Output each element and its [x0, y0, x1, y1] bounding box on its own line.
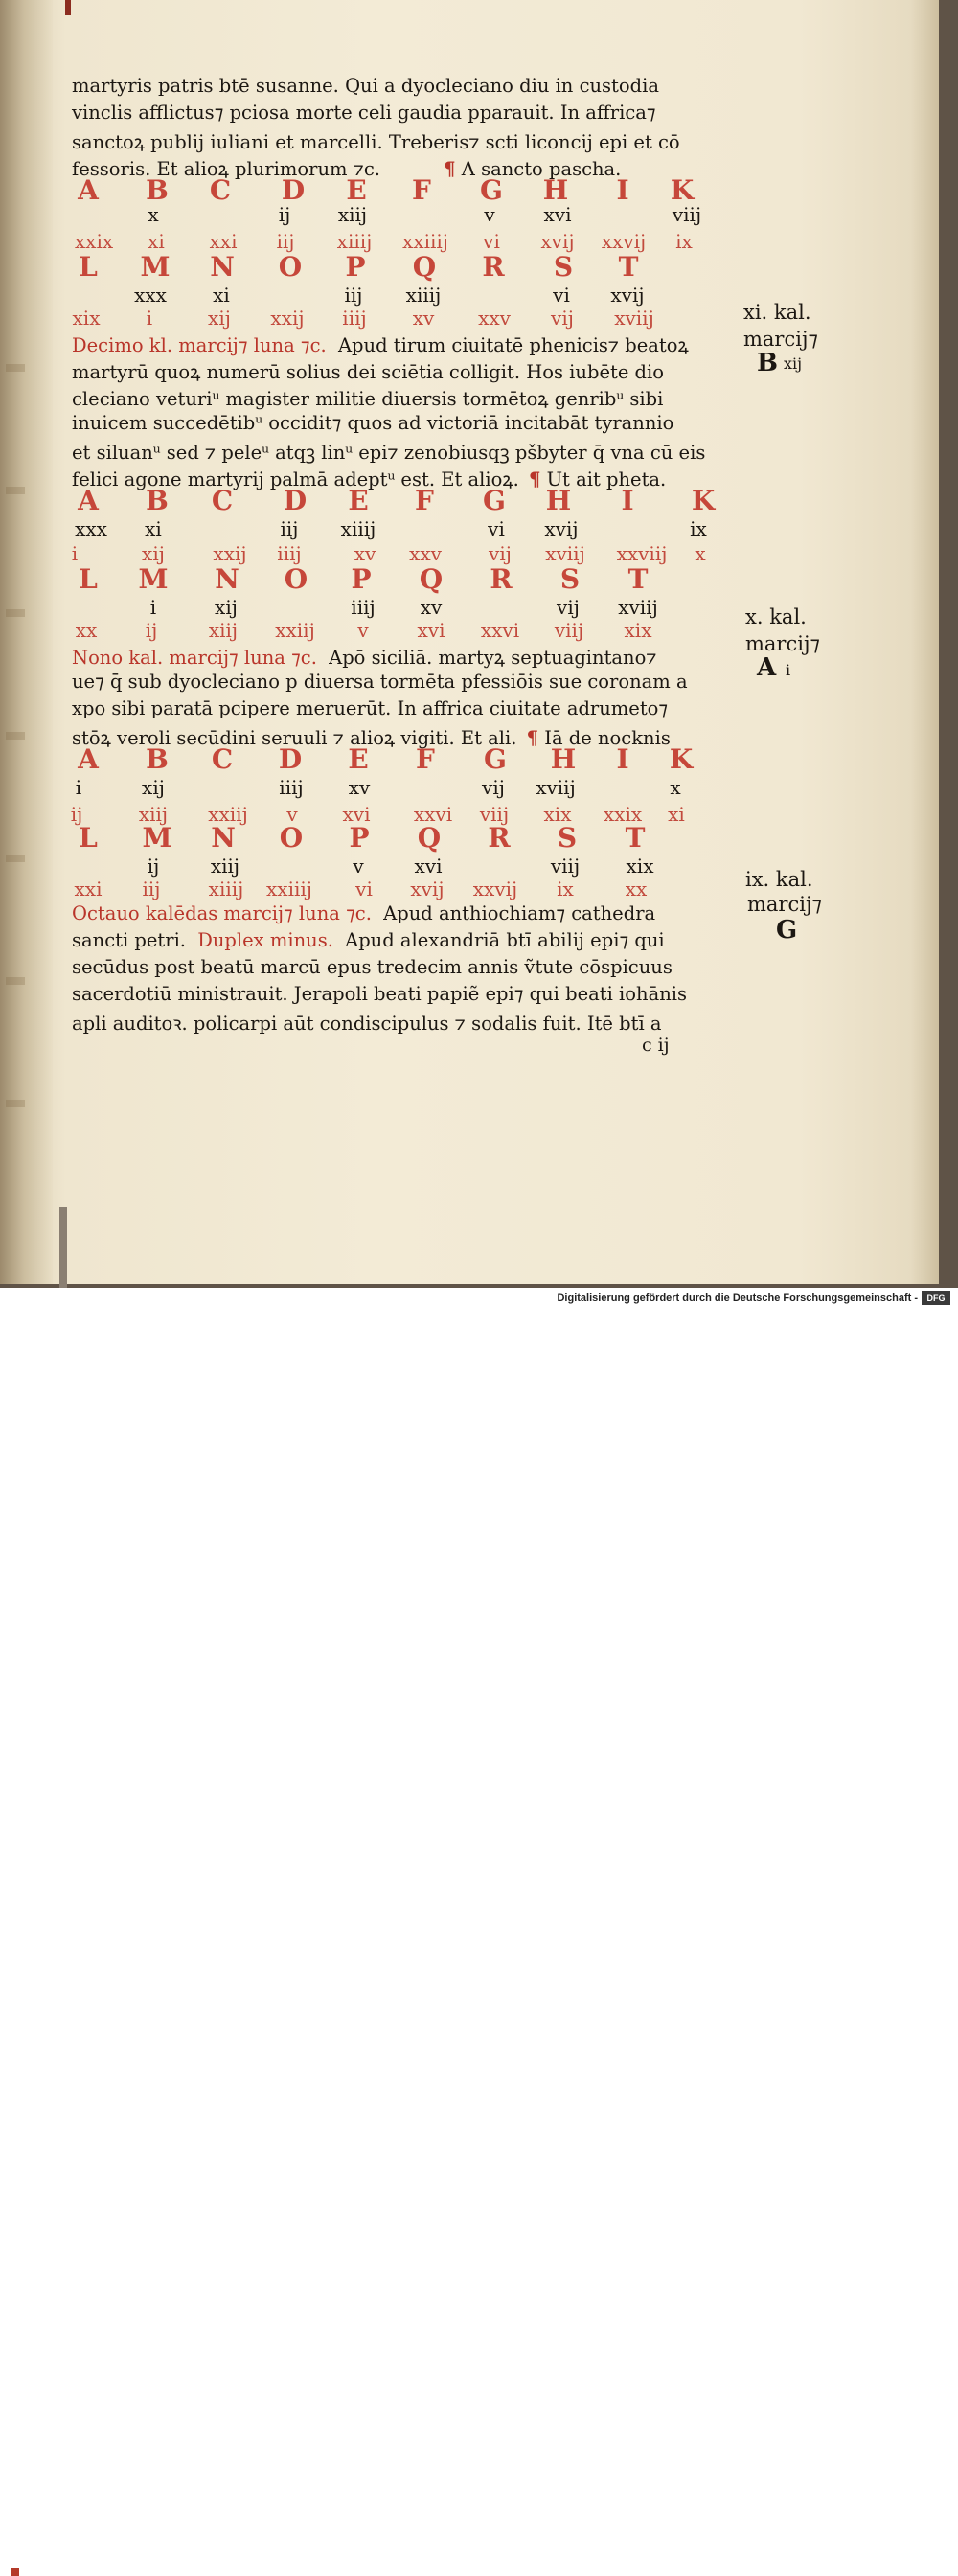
calendar-letter: N — [210, 251, 235, 283]
calendar-letter: E — [348, 743, 369, 775]
calendar-number: vij — [489, 542, 512, 565]
calendar-letter: C — [209, 174, 232, 206]
calendar-number: ij — [70, 803, 83, 826]
calendar-number: xxx — [75, 517, 107, 540]
rubric-heading: Octauo kalēdas marcij⁊ luna ⁊c. — [72, 902, 372, 924]
calendar-letter: F — [415, 485, 434, 516]
margin-golden-number: i — [786, 661, 791, 679]
calendar-number: iiij — [351, 596, 376, 619]
text-line: apli auditoꝛ. policarpi aūt condiscipulus ⁊ sodalis fuit. Itē btī a — [72, 1013, 662, 1035]
calendar-letter: T — [625, 822, 646, 854]
calendar-number: xvi — [543, 203, 572, 226]
calendar-letter: Q — [417, 822, 442, 854]
signature-mark: c ij — [642, 1035, 670, 1056]
text-fragment: A sancto pascha. — [461, 158, 622, 180]
calendar-number: vi — [488, 517, 505, 540]
calendar-letter: R — [488, 822, 511, 854]
calendar-letter: N — [215, 563, 240, 595]
calendar-number: xvi — [417, 619, 445, 642]
calendar-letter: T — [627, 563, 649, 595]
calendar-number: i — [75, 776, 82, 799]
text-fragment: stōꝝ veroli secūdini seruuli ⁊ alioꝝ vigiti. Et ali. — [72, 727, 517, 749]
calendar-number: v — [357, 619, 369, 642]
calendar-number: viij — [554, 619, 584, 642]
text-fragment: sancti petri. — [72, 929, 186, 951]
text-line: cleciano veturiᵘ magister militie diuersis tormētoꝝ genribᵘ sibi — [72, 388, 664, 410]
calendar-letter: D — [281, 174, 306, 206]
calendar-letters-row — [0, 743, 939, 775]
dfg-logo: DFG — [922, 1291, 950, 1305]
calendar-number: xxiiij — [266, 878, 312, 900]
calendar-letter: O — [278, 251, 303, 283]
calendar-letter: S — [557, 822, 578, 854]
calendar-letter: N — [211, 822, 236, 854]
page-edge-marker — [59, 1207, 67, 1288]
calendar-numbers-row — [0, 203, 939, 232]
margin-dominical-letter: A — [757, 653, 777, 682]
calendar-letter: Q — [419, 563, 444, 595]
text-fragment: Apud tirum ciuitatē phenicis⁊ beatoꝝ — [337, 334, 689, 356]
calendar-letters-row — [0, 251, 939, 283]
calendar-number: iij — [276, 230, 295, 253]
calendar-letter: S — [553, 251, 574, 283]
calendar-number: xv — [354, 542, 376, 565]
calendar-letter: P — [351, 563, 372, 595]
calendar-number: xiij — [337, 203, 368, 226]
text-line — [72, 644, 657, 670]
calendar-number: vi — [483, 230, 500, 253]
calendar-letter: T — [618, 251, 639, 283]
calendar-number: xiiij — [208, 878, 244, 900]
calendar-letter: L — [79, 822, 98, 854]
calendar-number: x — [670, 776, 681, 799]
calendar-number: xxiiij — [402, 230, 448, 253]
calendar-letter: C — [211, 485, 234, 516]
text-fragment: Iā de nocknis — [544, 727, 671, 749]
text-line: inuicem succedētibᵘ occidit⁊ quos ad victoriā incitabāt tyrannio — [72, 412, 674, 434]
calendar-letter: F — [416, 743, 435, 775]
calendar-letter: O — [279, 822, 304, 854]
calendar-letter: H — [545, 485, 572, 516]
calendar-number: xviij — [536, 776, 576, 799]
calendar-number: xxij — [270, 307, 305, 330]
calendar-number: xxv — [478, 307, 511, 330]
calendar-number: viij — [672, 203, 702, 226]
text-line: et siluanᵘ sed ⁊ peleᵘ atqꝫ linᵘ epi⁊ zenobiusqꝫ pšbyter q̄ vna cū eis — [72, 442, 706, 464]
calendar-letter: I — [616, 174, 629, 206]
calendar-number: xij — [215, 596, 238, 619]
calendar-number: xviij — [614, 307, 654, 330]
calendar-number: xvi — [414, 855, 443, 878]
text-line: martyrū quoꝝ numerū solius dei sciētia colligit. Hos iubēte dio — [72, 361, 665, 383]
calendar-letter: K — [670, 174, 695, 206]
calendar-number: xxij — [213, 542, 247, 565]
calendar-number: xxvi — [413, 803, 453, 826]
text-fragment: Apud anthiochiam⁊ cathedra — [383, 902, 656, 924]
calendar-letter: F — [412, 174, 431, 206]
calendar-number: vij — [482, 776, 505, 799]
paragraph-mark: ¶ — [444, 158, 456, 180]
text-fragment: fessoris. Et alioꝝ plurimorum ⁊c. — [72, 158, 380, 180]
calendar-letter: I — [616, 743, 629, 775]
calendar-number: xiiij — [405, 284, 442, 307]
calendar-numbers-row — [0, 776, 939, 805]
calendar-number: iij — [280, 517, 299, 540]
calendar-letter: M — [142, 822, 172, 854]
calendar-number: iiij — [342, 307, 367, 330]
margin-date-line: x. kal. — [745, 605, 807, 628]
calendar-number: xij — [142, 776, 165, 799]
calendar-number: xiiij — [336, 230, 373, 253]
calendar-letter: B — [146, 174, 169, 206]
calendar-number: ij — [278, 203, 291, 226]
text-line: martyris patris btē susanne. Qui a dyocleciano diu in custodia — [72, 75, 659, 97]
paragraph-mark: ¶ — [529, 468, 541, 490]
calendar-number: ix — [557, 878, 574, 900]
calendar-number: xix — [626, 855, 654, 878]
calendar-number: xij — [208, 307, 231, 330]
footer-credit: Digitalisierung gefördert durch die Deutsche Forschungsgemeinschaft - — [557, 1292, 918, 1304]
calendar-number: x — [148, 203, 159, 226]
rubric-heading: Decimo kl. marcij⁊ luna ⁊c. — [72, 334, 327, 356]
calendar-letter: G — [480, 174, 503, 206]
calendar-number: xiij — [138, 803, 169, 826]
calendar-number: xvi — [342, 803, 371, 826]
text-line: vinclis afflictus⁊ pciosa morte celi gaudia pparauit. In affrica⁊ — [72, 102, 656, 124]
margin-date-line: ix. kal. — [745, 868, 813, 891]
calendar-letter: O — [284, 563, 308, 595]
calendar-number: xi — [213, 284, 230, 307]
text-fragment: Apud alexandriā btī abilij epi⁊ qui — [345, 929, 665, 951]
text-line: sacerdotiū ministrauit. Jerapoli beati papiẽ epi⁊ qui beati iohānis — [72, 983, 688, 1005]
calendar-letters-row — [0, 563, 939, 595]
calendar-letter: K — [669, 743, 694, 775]
bookmark-ribbon — [65, 0, 71, 15]
calendar-number: xxi — [74, 878, 103, 900]
calendar-number: xxvij — [601, 230, 647, 253]
calendar-letter: B — [146, 485, 169, 516]
text-line: ue⁊ q̄ sub dyocleciano p diuersa tormēta pfessiōis sue coronam a — [72, 671, 688, 693]
calendar-number: ij — [147, 855, 160, 878]
calendar-number: xviij — [545, 542, 585, 565]
calendar-number: xi — [668, 803, 685, 826]
calendar-number: xi — [148, 230, 165, 253]
calendar-number: iiij — [279, 776, 304, 799]
calendar-number: iij — [344, 284, 363, 307]
calendar-letter: L — [79, 251, 98, 283]
calendar-number: ix — [675, 230, 693, 253]
calendar-number: xxvi — [480, 619, 520, 642]
rubric-rank: Duplex minus. — [197, 929, 333, 951]
calendar-number: viij — [479, 803, 510, 826]
calendar-letter: M — [138, 563, 169, 595]
calendar-number: xij — [142, 542, 165, 565]
calendar-letter: H — [542, 174, 569, 206]
calendar-letter: M — [140, 251, 171, 283]
calendar-letter: I — [621, 485, 634, 516]
calendar-letter: C — [211, 743, 234, 775]
margin-date-line: marcij⁊ — [743, 328, 818, 351]
calendar-number: xvij — [544, 517, 579, 540]
calendar-letter: P — [349, 822, 370, 854]
calendar-number: xxv — [409, 542, 442, 565]
calendar-letter: E — [348, 485, 369, 516]
calendar-letter: G — [483, 485, 506, 516]
text-line: sanctoꝝ publij iuliani et marcelli. Treberis⁊ scti liconcij epi et cō — [72, 131, 680, 153]
calendar-number: xi — [145, 517, 162, 540]
calendar-number: xv — [412, 307, 435, 330]
calendar-number: xx — [625, 878, 648, 900]
calendar-number: i — [146, 307, 153, 330]
paragraph-mark: ¶ — [526, 727, 539, 749]
text-line — [72, 929, 665, 951]
text-line — [72, 331, 689, 357]
calendar-letter: A — [78, 174, 99, 206]
calendar-number: xviij — [618, 596, 658, 619]
calendar-number: xiij — [210, 855, 240, 878]
text-fragment: felici agone martyrij palmā adeptᵘ est. Et alioꝝ. — [72, 468, 519, 490]
calendar-number: vij — [551, 307, 574, 330]
calendar-number: xxix — [603, 803, 643, 826]
margin-date-line: marcij⁊ — [745, 632, 820, 655]
calendar-letter: H — [550, 743, 577, 775]
color-marker — [11, 2568, 19, 2576]
calendar-letter: D — [278, 743, 303, 775]
margin-dominical-letter: B — [757, 349, 778, 377]
text-line — [72, 902, 655, 924]
calendar-number: xvij — [540, 230, 575, 253]
calendar-number: vi — [553, 284, 570, 307]
margin-dominical-letter: G — [776, 916, 798, 945]
calendar-letter: A — [78, 485, 99, 516]
calendar-letter: R — [482, 251, 505, 283]
calendar-number: ij — [145, 619, 158, 642]
calendar-number: v — [286, 803, 298, 826]
calendar-number: xxviij — [616, 542, 668, 565]
margin-date-line: xi. kal. — [743, 301, 811, 324]
calendar-number: xv — [348, 776, 371, 799]
margin-date-line: marcij⁊ — [747, 893, 822, 916]
calendar-letters-row — [0, 485, 939, 516]
calendar-number: iiij — [277, 542, 302, 565]
text-line: xpo sibi paratā pcipere meruerūt. In affrica ciuitate adrumeto⁊ — [72, 697, 669, 719]
calendar-number: xiij — [208, 619, 239, 642]
calendar-letter: K — [691, 485, 716, 516]
calendar-number: v — [484, 203, 495, 226]
calendar-number: viij — [550, 855, 581, 878]
calendar-number: xxiij — [208, 803, 248, 826]
calendar-number: vij — [557, 596, 580, 619]
calendar-number: xiiij — [340, 517, 376, 540]
calendar-number: v — [353, 855, 364, 878]
calendar-number: xv — [420, 596, 443, 619]
calendar-number: i — [71, 542, 79, 565]
digitization-footer — [0, 1288, 958, 1310]
calendar-letters-row — [0, 174, 939, 206]
calendar-letter: L — [79, 563, 98, 595]
calendar-number: xxi — [209, 230, 238, 253]
calendar-letter: B — [146, 743, 169, 775]
calendar-number: i — [149, 596, 157, 619]
calendar-letter: G — [484, 743, 507, 775]
calendar-number: iij — [142, 878, 161, 900]
calendar-letter: A — [78, 743, 99, 775]
calendar-letter: R — [490, 563, 513, 595]
calendar-letters-row — [0, 822, 939, 854]
calendar-number: xxx — [134, 284, 167, 307]
calendar-letter: S — [559, 563, 581, 595]
calendar-number: xx — [75, 619, 98, 642]
calendar-number: xix — [543, 803, 572, 826]
calendar-number: xix — [624, 619, 652, 642]
calendar-number: xxvij — [472, 878, 518, 900]
calendar-letter: D — [283, 485, 308, 516]
calendar-letter: Q — [412, 251, 437, 283]
calendar-number: xvij — [610, 284, 645, 307]
calendar-number: ix — [690, 517, 707, 540]
calendar-number: xxix — [74, 230, 114, 253]
calendar-letter: E — [346, 174, 367, 206]
text-line: secūdus post beatū marcū epus tredecim annis ṽtute cōspicuus — [72, 956, 673, 978]
calendar-number: xix — [72, 307, 101, 330]
rubric-heading: Nono kal. marcij⁊ luna ⁊c. — [72, 647, 317, 669]
calendar-number: x — [695, 542, 706, 565]
text-fragment: Ut ait pheta. — [546, 468, 667, 490]
text-fragment: Apō siciliā. martyꝝ septuagintano⁊ — [329, 647, 657, 669]
margin-golden-number: xij — [784, 354, 803, 373]
calendar-number: vi — [355, 878, 373, 900]
calendar-letter: P — [345, 251, 366, 283]
calendar-number: xxiij — [275, 619, 315, 642]
calendar-number: xvij — [410, 878, 445, 900]
